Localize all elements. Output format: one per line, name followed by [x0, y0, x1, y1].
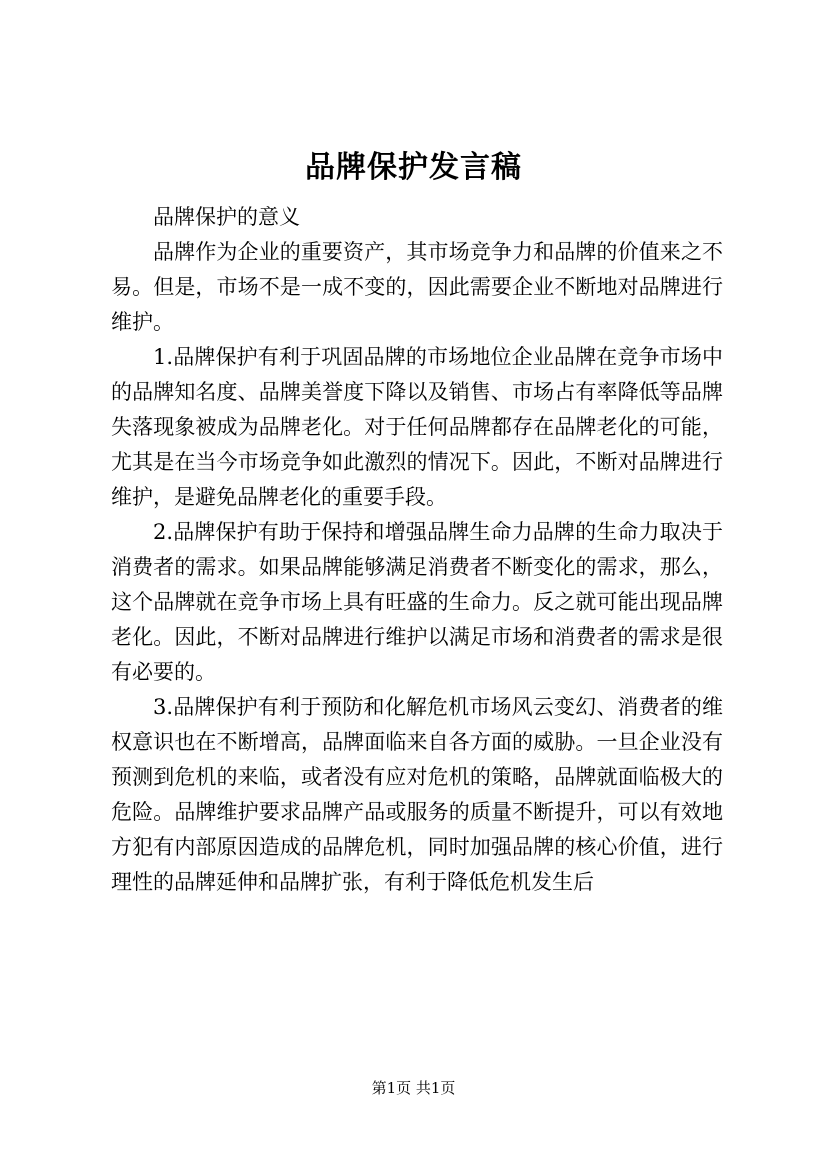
document-title: 品牌保护发言稿: [305, 150, 522, 185]
paragraph-intro: 品牌作为企业的重要资产，其市场竞争力和品牌的价值来之不易。但是，市场不是一成不变的，因此需要企业不断地对品牌进行维护。: [111, 240, 723, 334]
paragraph-point-2: 2.品牌保护有助于保持和增强品牌生命力品牌的生命力取决于消费者的需求。如果品牌能够满足消费者不断变化的需求，那么，这个品牌就在竞争市场上具有旺盛的生命力。反之就可能出现品牌老化。因此，不断对品牌进行维护以满足市场和消费者的需求是很有必要的。: [111, 520, 723, 684]
page-footer: 第1页 共1页: [371, 1079, 456, 1097]
document-body: [111, 200, 723, 900]
paragraph-point-3: 3.品牌保护有利于预防和化解危机市场风云变幻、消费者的维权意识也在不断增高，品牌面临来自各方面的威胁。一旦企业没有预测到危机的来临，或者没有应对危机的策略，品牌就面临极大的危险。品牌维护要求品牌产品或服务的质量不断提升，可以有效地方犯有内部原因造成的品牌危机，同时加强品牌的核心价值，进行理性的品牌延伸和品牌扩张，有利于降低危机发生后: [111, 695, 723, 894]
paragraph-heading: 品牌保护的意义: [153, 205, 300, 229]
paragraph-point-1: 1.品牌保护有利于巩固品牌的市场地位企业品牌在竞争市场中的品牌知名度、品牌美誉度下降以及销售、市场占有率降低等品牌失落现象被成为品牌老化。对于任何品牌都存在品牌老化的可能，尤其是在当今市场竞争如此激烈的情况下。因此，不断对品牌进行维护，是避免品牌老化的重要手段。: [111, 345, 723, 509]
